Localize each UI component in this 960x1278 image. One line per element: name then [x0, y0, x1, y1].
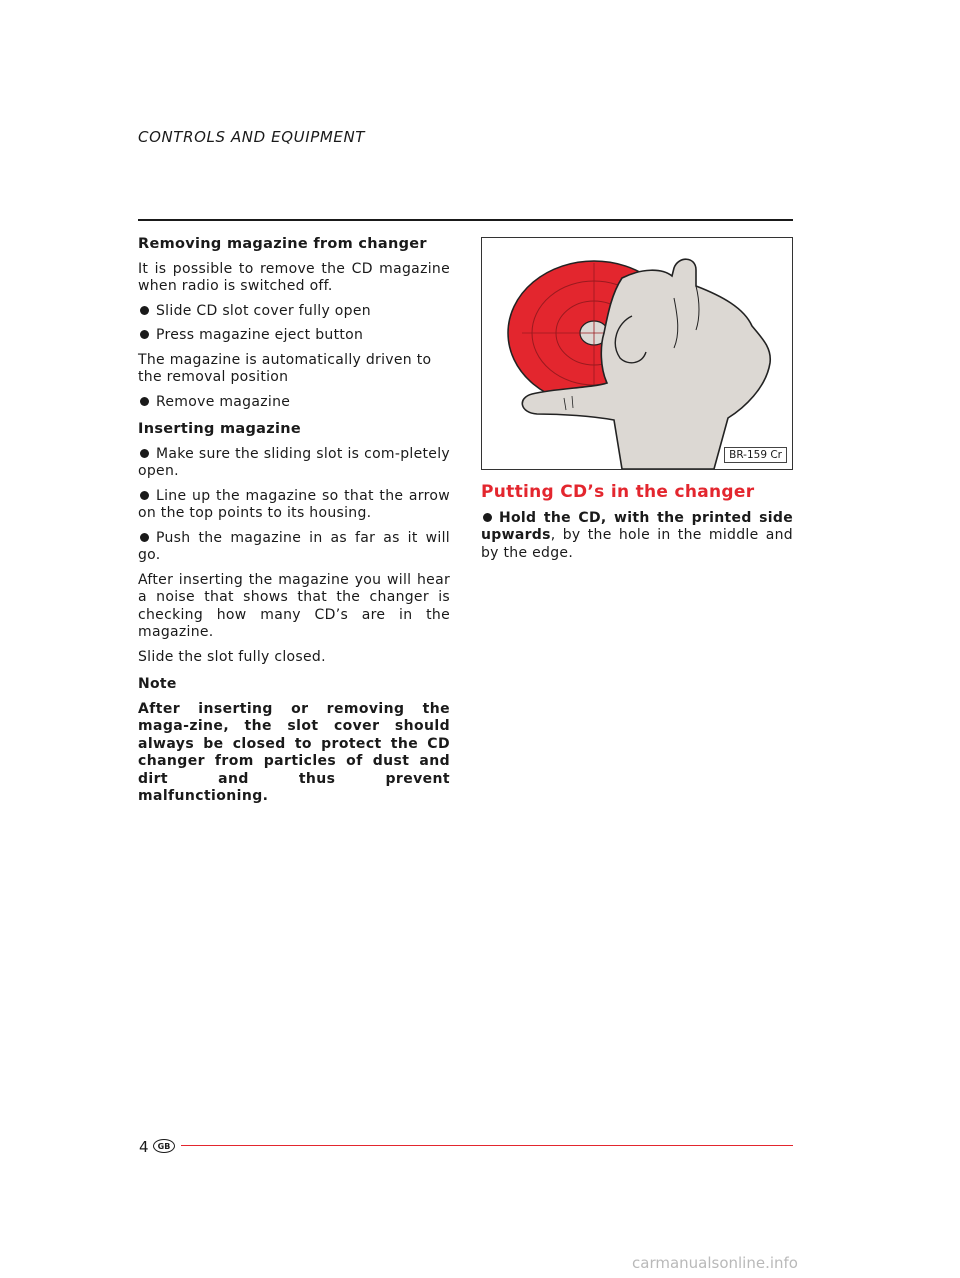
page-number: 4: [139, 1138, 149, 1156]
bullet-icon: [140, 449, 149, 458]
list-item: Make sure the sliding slot is com-pletely open.: [138, 445, 450, 479]
bullet-icon: [140, 533, 149, 542]
list-item: Line up the magazine so that the arrow on the top points to its housing.: [138, 487, 450, 521]
bullet-icon: [140, 397, 149, 406]
list-item: [481, 510, 793, 563]
footer-divider: [181, 1145, 793, 1146]
figure-code: BR-159 Cr: [724, 447, 787, 463]
section-title: CONTROLS AND EQUIPMENT: [138, 128, 366, 146]
note-heading: Note: [138, 676, 177, 692]
top-divider: [138, 219, 793, 221]
putting-cds-heading: Putting CD’s in the changer: [481, 482, 755, 502]
inserting-heading: Inserting magazine: [138, 421, 302, 437]
left-column: [138, 236, 450, 806]
list-item: Push the magazine in as far as it will go.: [138, 529, 450, 563]
note-body: After inserting or removing the maga-zine, the slot cover should always be closed to protect the CD changer from particles of dust and dirt and thus prevent malfunctioning.: [138, 700, 450, 804]
list-item: Remove magazine: [138, 394, 450, 412]
bullet-icon: [483, 513, 492, 522]
removing-heading: Removing magazine from changer: [138, 236, 427, 252]
list-item: Press magazine eject button: [138, 327, 450, 345]
bullet-icon: [140, 306, 149, 315]
country-code-badge: GB: [153, 1139, 175, 1153]
bullet-icon: [140, 330, 149, 339]
removing-note: The magazine is automatically driven to the removal position: [138, 351, 432, 385]
removing-intro: It is possible to remove the CD magazine when radio is switched off.: [138, 260, 450, 294]
after-inserting-text: After inserting the magazine you will hear a noise that shows that the changer is checking how many CD’s are in the magazine.: [138, 571, 450, 640]
watermark: carmanualsonline.info: [632, 1254, 798, 1272]
slide-closed-text: Slide the slot fully closed.: [138, 648, 326, 665]
bullet-icon: [140, 491, 149, 500]
hand-holding-cd-graphic: [482, 238, 792, 469]
bullet-rest-text: , by the hole in the middle and by the edge.: [481, 527, 793, 561]
bullet-bold-text: Hold the CD, with the printed side upwards: [481, 509, 793, 543]
cd-hand-illustration: [481, 237, 793, 470]
list-item: Slide CD slot cover fully open: [138, 303, 450, 321]
right-column: [481, 484, 793, 569]
